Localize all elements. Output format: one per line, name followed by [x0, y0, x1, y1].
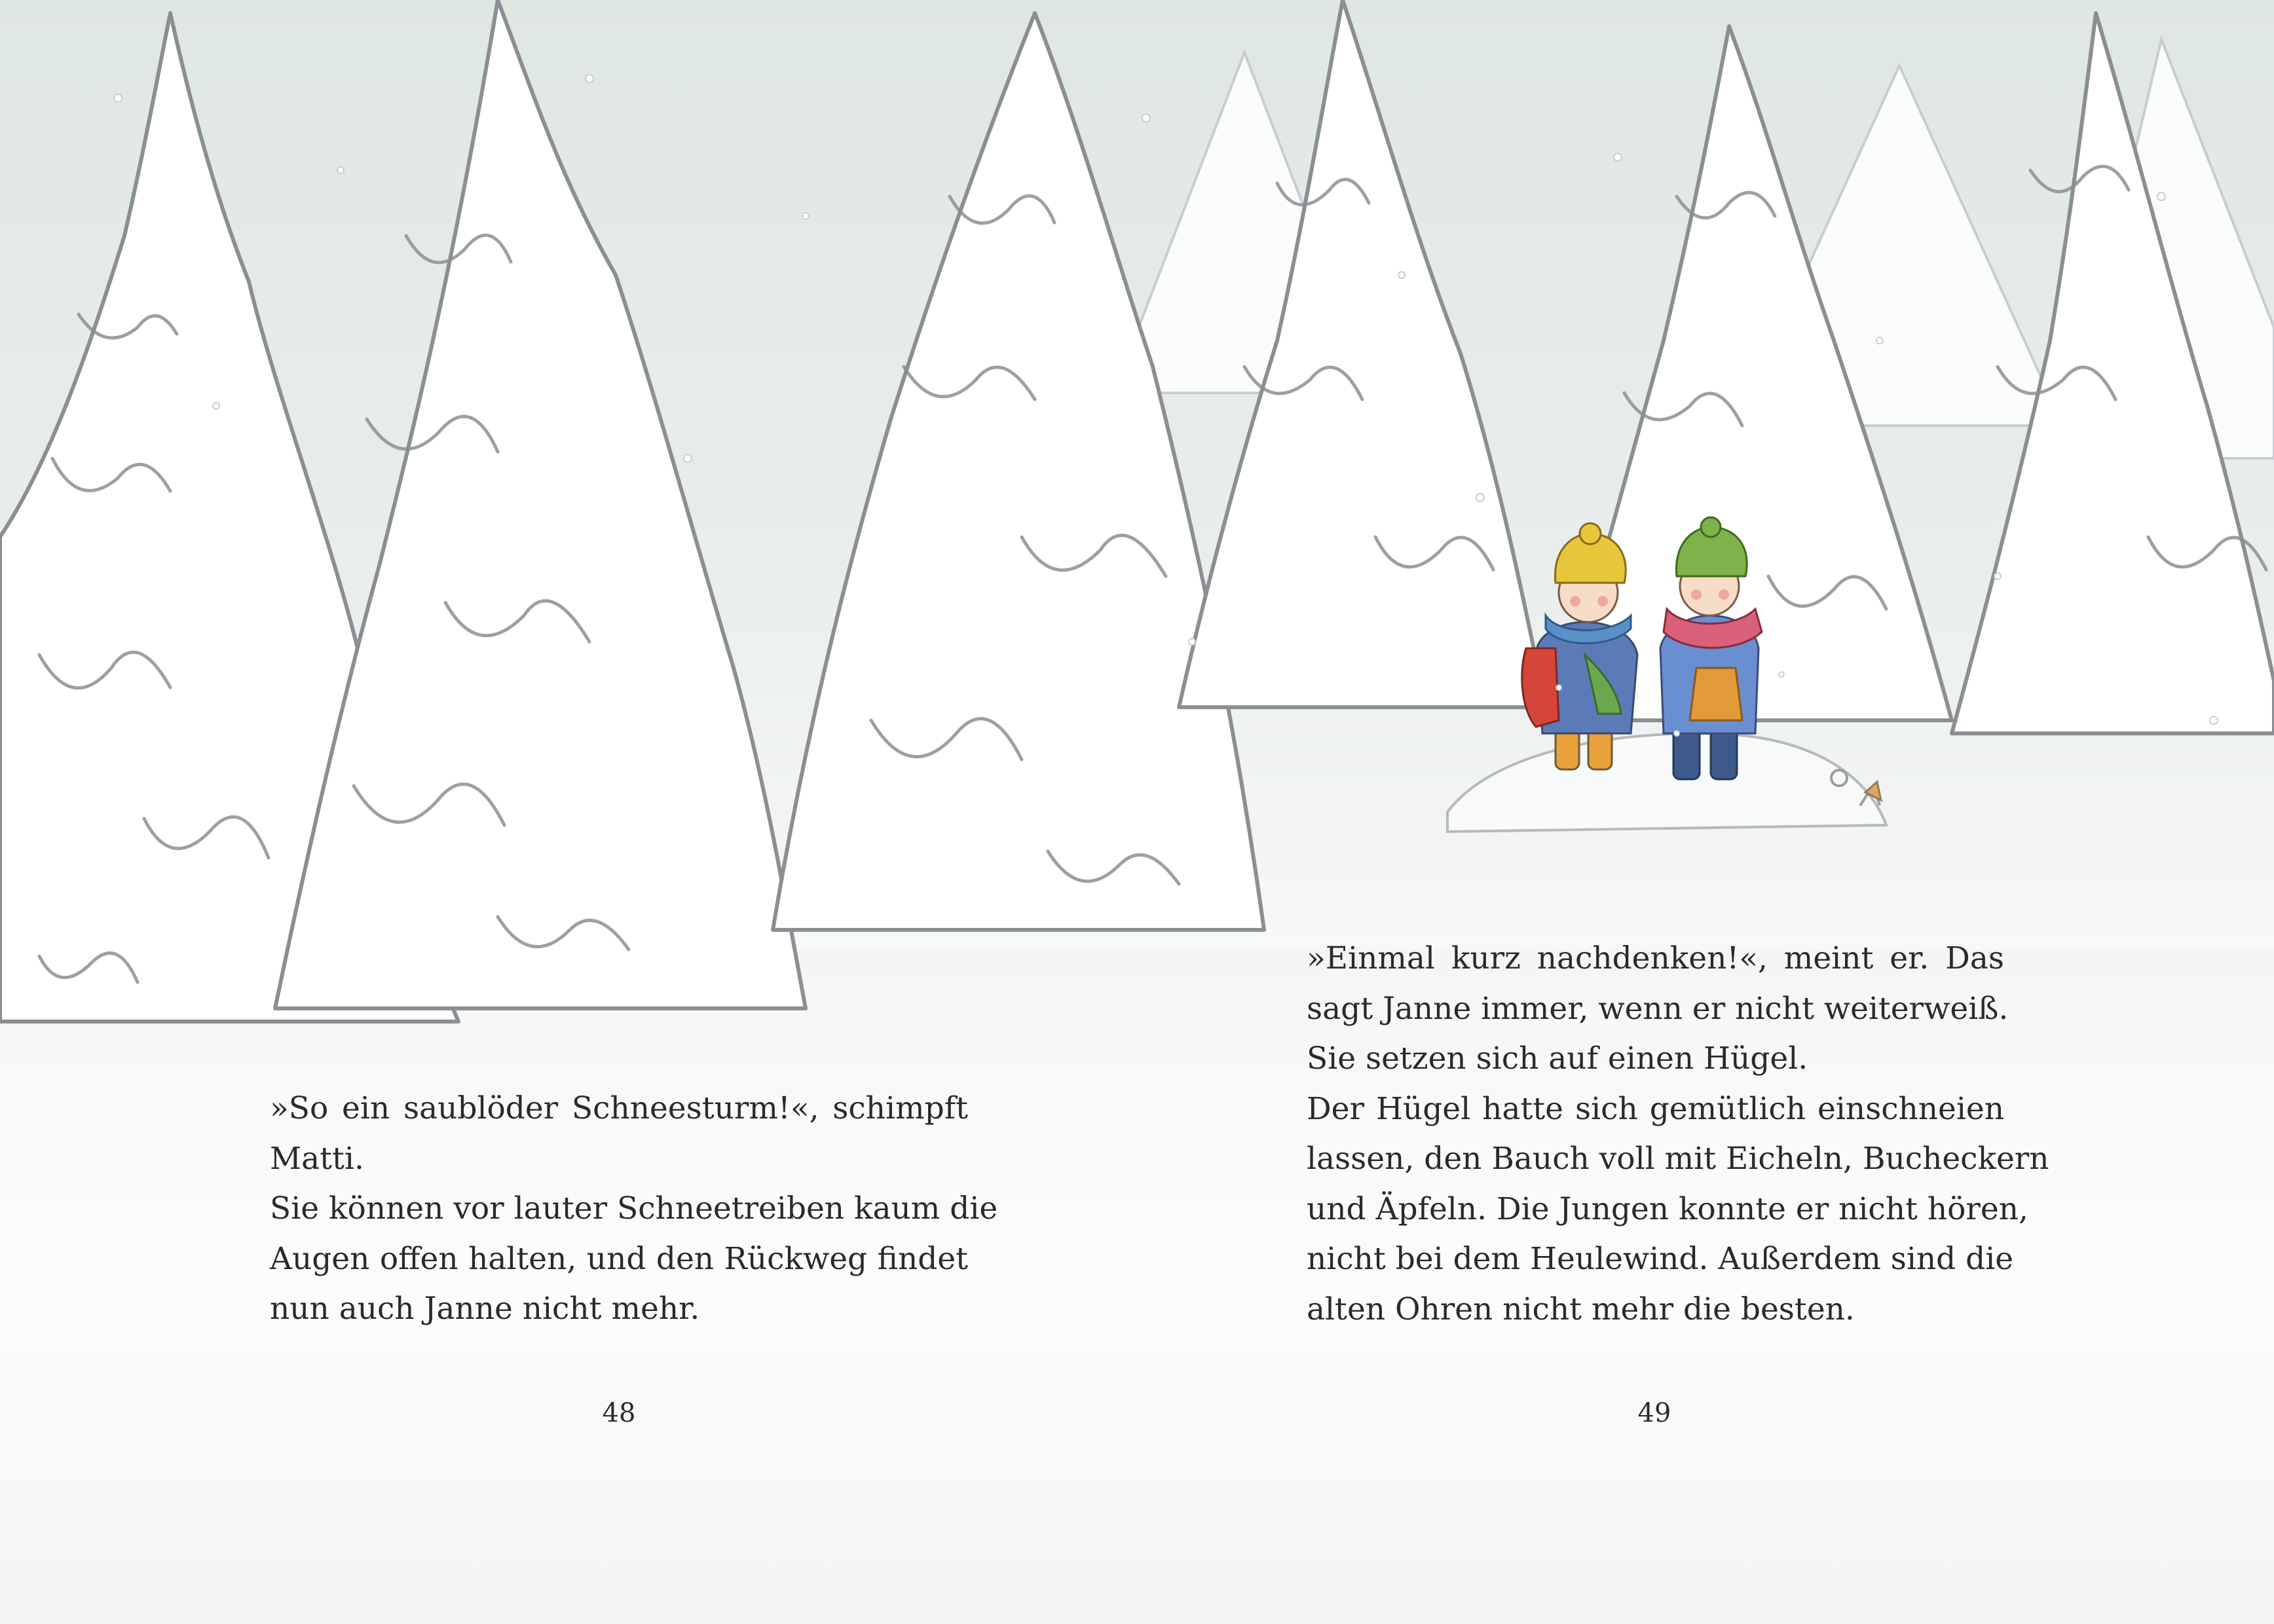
- text-line: »So ein saublöder Schneesturm!«, schimpft: [270, 1090, 968, 1126]
- text-line: nicht bei dem Heulewind. Außerdem sind die: [1307, 1241, 2014, 1277]
- text-line: Sie setzen sich auf einen Hügel.: [1307, 1041, 1808, 1077]
- page-number-right: 49: [1637, 1398, 1671, 1428]
- text-line: Sie können vor lauter Schneetreiben kaum die: [270, 1190, 998, 1227]
- text-line: alten Ohren nicht mehr die besten.: [1307, 1291, 1855, 1327]
- text-line: und Äpfeln. Die Jungen konnte er nicht hören,: [1307, 1190, 2028, 1227]
- text-line: »Einmal kurz nachdenken!«, meint er. Das: [1307, 940, 2004, 976]
- text-line: lassen, den Bauch voll mit Eicheln, Bucheckern: [1307, 1141, 2049, 1177]
- text-line: sagt Janne immer, wenn er nicht weiterweiß.: [1307, 990, 2009, 1027]
- right-page-text: [1307, 934, 2049, 1335]
- left-page-text: [270, 1084, 998, 1335]
- text-line: Matti.: [270, 1140, 364, 1177]
- page-number-left: 48: [602, 1398, 636, 1428]
- text-line: Augen offen halten, und den Rückweg findet: [270, 1240, 968, 1277]
- text-line: Der Hügel hatte sich gemütlich einschneien: [1307, 1090, 2004, 1127]
- text-line: nun auch Janne nicht mehr.: [270, 1291, 700, 1327]
